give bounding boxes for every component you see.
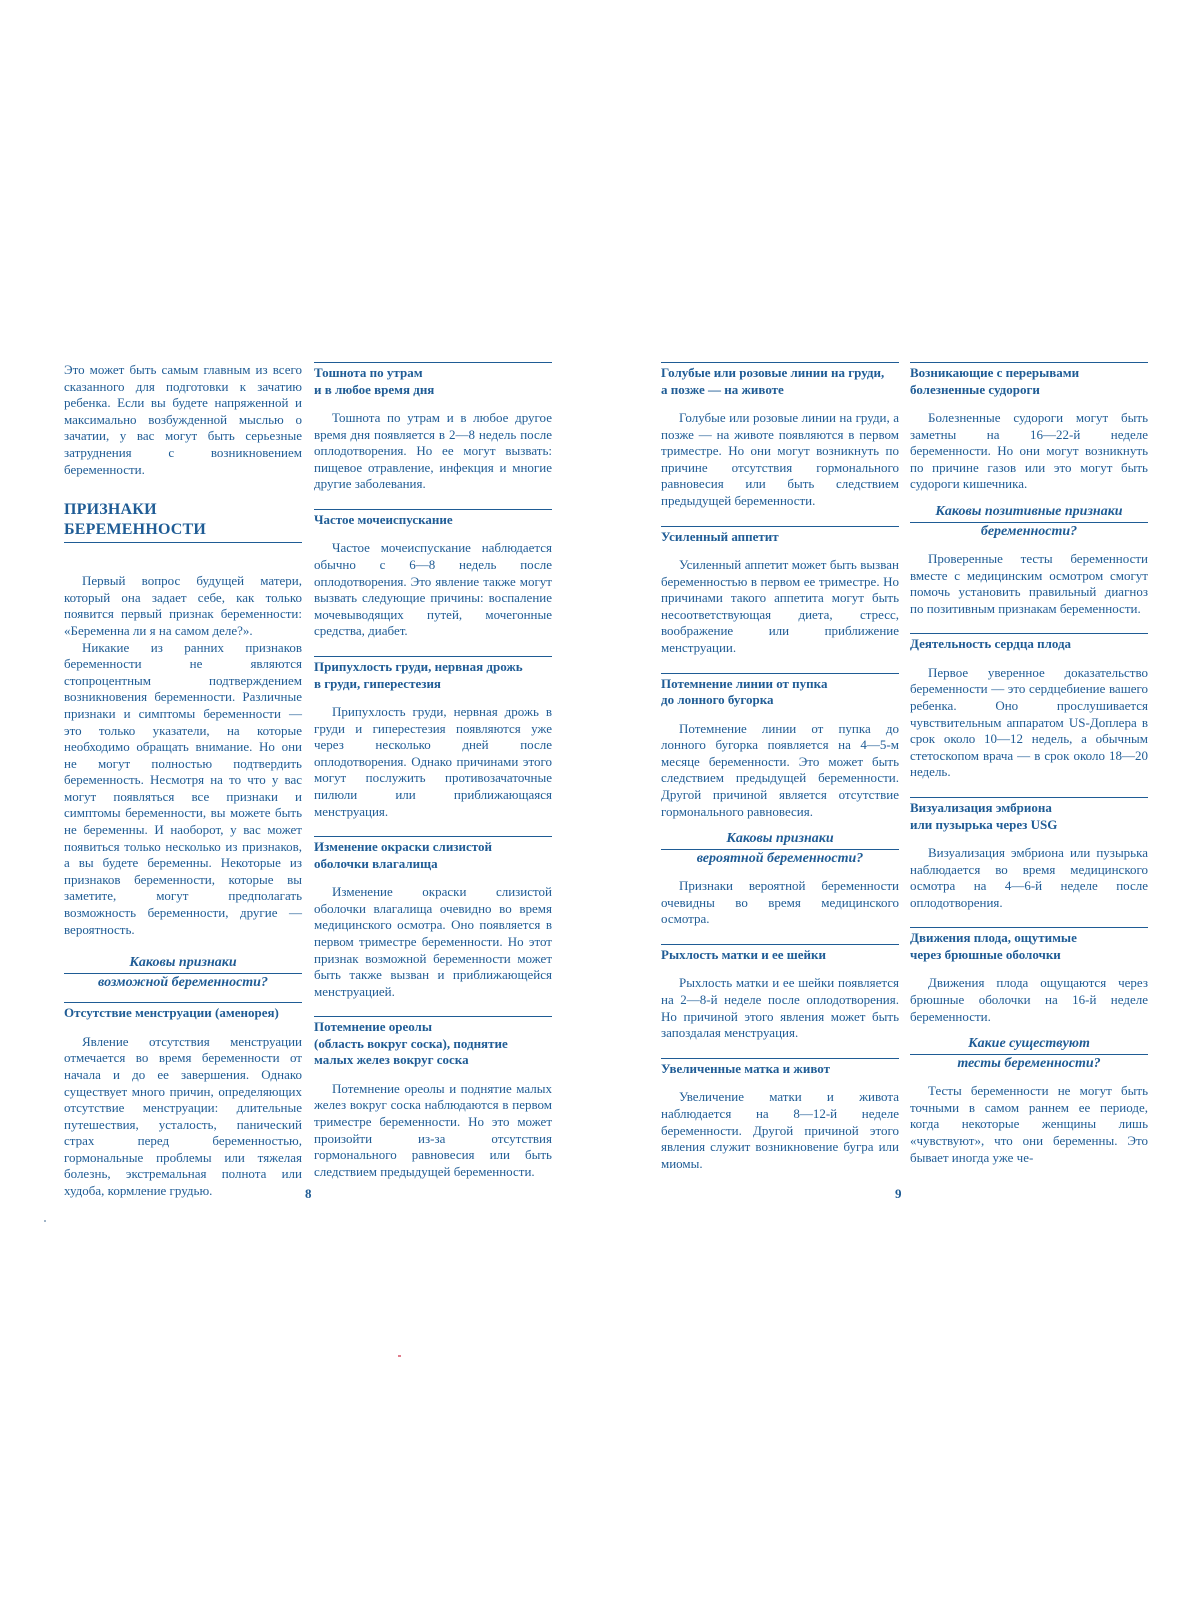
heading-line: через брюшные оболочки — [910, 946, 1061, 962]
paragraph: Проверенные тесты беременности вместе с медицинским осмотром смогут помочь установить правильный диагноз по позитивным признакам беременности. — [910, 550, 1148, 616]
section-heading — [314, 836, 552, 872]
heading-line: в груди, гиперестезия — [314, 675, 441, 691]
intro-paragraph: Это может быть самым главным из всего сказанного для подготовки к зачатию ребенка. Если вы будете напряженной и максимально возбужденной мыслью о зачатии, у вас могут быть серьезные затруднения с возникновением беременности. — [64, 362, 302, 477]
section-heading — [910, 797, 1148, 833]
spacer — [910, 781, 1148, 797]
section-heading: Усиленный аппетит — [661, 526, 899, 546]
question-line: Каковы позитивные признаки — [910, 503, 1148, 523]
question-heading — [661, 830, 899, 868]
heading-line: а позже — на животе — [661, 381, 784, 397]
section-heading: Частое мочеиспускание — [314, 509, 552, 529]
spacer — [661, 820, 899, 830]
heading-line: оболочки влагалища — [314, 855, 438, 871]
question-line: Какие существуют — [910, 1035, 1148, 1055]
heading-line: Потемнение линии от пупка — [661, 675, 828, 691]
heading-line: Изменение окраски слизистой — [314, 839, 493, 855]
spacer — [661, 657, 899, 673]
paragraph: Голубые или розовые линии на груди, а позже — на животе появляются в первом триместре. Но они могут возникнуть по причине отсутствия гормонального равновесия или быть следствием предыдущей беременности. — [661, 410, 899, 508]
question-heading — [910, 503, 1148, 541]
spacer — [314, 640, 552, 656]
paragraph: Никакие из ранних признаков беременности не являются стопроцентным подтверждением возникновения беременности. Различные признаки и симптомы беременности — это только указатели, на которые необходимо обращать внимание. Но они не могут полностью подтвердить беременность. Несмотря на то что у вас могут появляться все признаки и симптомы беременности, вы можете быть не беременны. И наоборот, у вас может появиться только несколько из признаков, а вы будете беременны. Некоторые из признаков беременности, которые вы заметите, могут предполагать возможность беременности, другие — вероятность. — [64, 639, 302, 937]
heading-line: Потемнение ореолы — [314, 1019, 432, 1035]
spacer — [661, 1042, 899, 1058]
section-heading — [910, 362, 1148, 398]
paragraph: Рыхлость матки и ее шейки появляется на 2—8-й неделе после оплодотворения. Но причиной этого явления может быть запоздалая менструация. — [661, 975, 899, 1041]
question-line: тесты беременности? — [957, 1056, 1101, 1072]
paragraph: Потемнение линии от пупка до лонного бугорка появляется на 4—5-м месяце беременности. Это может быть следствием предыдущей беременности. Другой причиной является отсутствие гормонального равновесия. — [661, 720, 899, 819]
heading-line: Визуализация эмбриона — [910, 800, 1052, 815]
heading-line: Возникающие с перерывами — [910, 365, 1080, 380]
paragraph: Первый вопрос будущей матери, который она задает себе, как только появится первый признак беременности: «Беременна ли я на самом деле?». — [64, 573, 302, 638]
spacer — [661, 928, 899, 944]
paragraph: Частое мочеиспускание наблюдается обычно с 6—8 недель после оплодотворения. Это явление также могут вызвать следующие причины: воспаление мочевыводящих путей, мочегонные средства, диабет. — [314, 540, 552, 639]
section-heading — [910, 927, 1148, 963]
question-heading — [64, 954, 302, 992]
heading-line: Голубые или розовые линии на груди, — [661, 365, 885, 380]
scan-speck — [398, 1355, 401, 1357]
section-heading — [661, 673, 899, 709]
right-page — [600, 0, 1200, 1600]
spacer — [64, 938, 302, 954]
page-number: 9 — [895, 1186, 902, 1201]
paragraph: Болезненные судороги могут быть заметны на 16—22-й неделе беременности. Но они могут возникнуть по причине газов или это могут быть судороги кишечника. — [910, 410, 1148, 492]
paragraph: Тесты беременности не могут быть точными в самом раннем ее периоде, когда некоторые женщины лишь «чувствуют», что они беременны. Это бывает иногда уже че- — [910, 1083, 1148, 1165]
spacer — [910, 617, 1148, 633]
paragraph: Тошнота по утрам и в любое другое время дня появляется в 2—8 недель после оплодотворения. Но ее могут вызвать: пищевое отравление, инфекция и многие другие заболевания. — [314, 410, 552, 492]
question-line: вероятной беременности? — [696, 851, 864, 867]
paragraph: Визуализация эмбриона или пузырька наблюдается во время медицинского осмотра на 4—6-й неделе после оплодотворения. — [910, 845, 1148, 910]
question-line: Каковы признаки — [661, 830, 899, 850]
heading-line: или пузырька через USG — [910, 816, 1058, 832]
paragraph: Признаки вероятной беременности очевидны во время медицинского осмотра. — [661, 878, 899, 927]
left-column-2 — [314, 362, 552, 1180]
question-line: Каковы признаки — [64, 954, 302, 974]
paragraph: Усиленный аппетит может быть вызван беременностью в первом ее триместре. Но причинами такого аппетита могут быть несоответствующая диета, стресс, воображение или приближение менструации. — [661, 557, 899, 656]
section-heading: Отсутствие менструации (аменорея) — [64, 1002, 302, 1022]
page-number: 8 — [305, 1186, 312, 1201]
heading-line: Припухлость груди, нервная дрожь — [314, 659, 523, 675]
paragraph: Увеличение матки и живота наблюдается на 8—12-й неделе беременности. Другой причиной этого явления служит возникновение бугра или миомы. — [661, 1089, 899, 1171]
paragraph: Припухлость груди, нервная дрожь в груди и гиперестезия появляются уже через несколько дней после оплодотворения. Однако причинами этого могут послужить противозачаточные пилюли или приближающаяся менструация. — [314, 704, 552, 819]
section-heading: Увеличенные матка и живот — [661, 1058, 899, 1078]
paragraph: Изменение окраски слизистой оболочки влагалища очевидно во время медицинского осмотра. Оно появляется в первом триместре беременности. Но этот признак возможной беременности может быть также вызван и приближающейся менструацией. — [314, 884, 552, 999]
spacer — [314, 493, 552, 509]
paragraph: Явление отсутствия менструации отмечается во время беременности от начала и до ее завершения. Однако существует много причин, определяющих отсутствие менструации: длительные путешествия, усталость, панический страх перед беременностью, гормональные проблемы или тяжелая болезнь, экстремальная полнота или худоба, кормление грудью. — [64, 1033, 302, 1199]
section-heading: Рыхлость матки и ее шейки — [661, 944, 899, 964]
section-heading — [661, 362, 899, 398]
heading-line: Тошнота по утрам — [314, 365, 423, 380]
section-heading — [314, 362, 552, 398]
spacer — [661, 510, 899, 526]
spacer — [910, 911, 1148, 927]
paragraph: Движения плода ощущаются через брюшные оболочки на 16-й неделе беременности. — [910, 975, 1148, 1024]
heading-line: болезненные судороги — [910, 381, 1040, 397]
left-column-1 — [64, 362, 302, 1200]
question-line: беременности? — [980, 523, 1078, 539]
spacer — [910, 493, 1148, 503]
paragraph: Первое уверенное доказательство беременности — это сердцебиение вашего ребенка. Оно прослушивается чувствительным аппаратом US-Доплера в срок около 10—12 недель, а обычным стетоскопом врача — в срок около 18—20 недель. — [910, 664, 1148, 780]
scan-speck — [44, 1220, 46, 1222]
right-column-2 — [910, 362, 1148, 1166]
spacer — [910, 1025, 1148, 1035]
section-heading — [314, 1016, 552, 1069]
main-heading: ПРИЗНАКИ БЕРЕМЕННОСТИ — [64, 500, 302, 543]
heading-line: и в любое время дня — [314, 381, 435, 397]
heading-line: (область вокруг соска), поднятие — [314, 1035, 508, 1051]
spacer — [314, 1000, 552, 1016]
heading-line: Движения плода, ощутимые — [910, 930, 1077, 946]
paragraph: Потемнение ореолы и поднятие малых желез вокруг соска наблюдаются в первом триместре беременности. Но это может произойти из-за отсутствия гормонального равновесия или быть следствием предыдущей беременности. — [314, 1080, 552, 1179]
section-heading: Деятельность сердца плода — [910, 633, 1148, 653]
heading-line: до лонного бугорка — [661, 692, 774, 708]
section-heading — [314, 656, 552, 692]
right-column-1 — [661, 362, 899, 1172]
spacer — [314, 820, 552, 836]
heading-line: малых желез вокруг соска — [314, 1052, 469, 1068]
question-heading — [910, 1035, 1148, 1073]
question-line: возможной беременности? — [98, 975, 268, 991]
